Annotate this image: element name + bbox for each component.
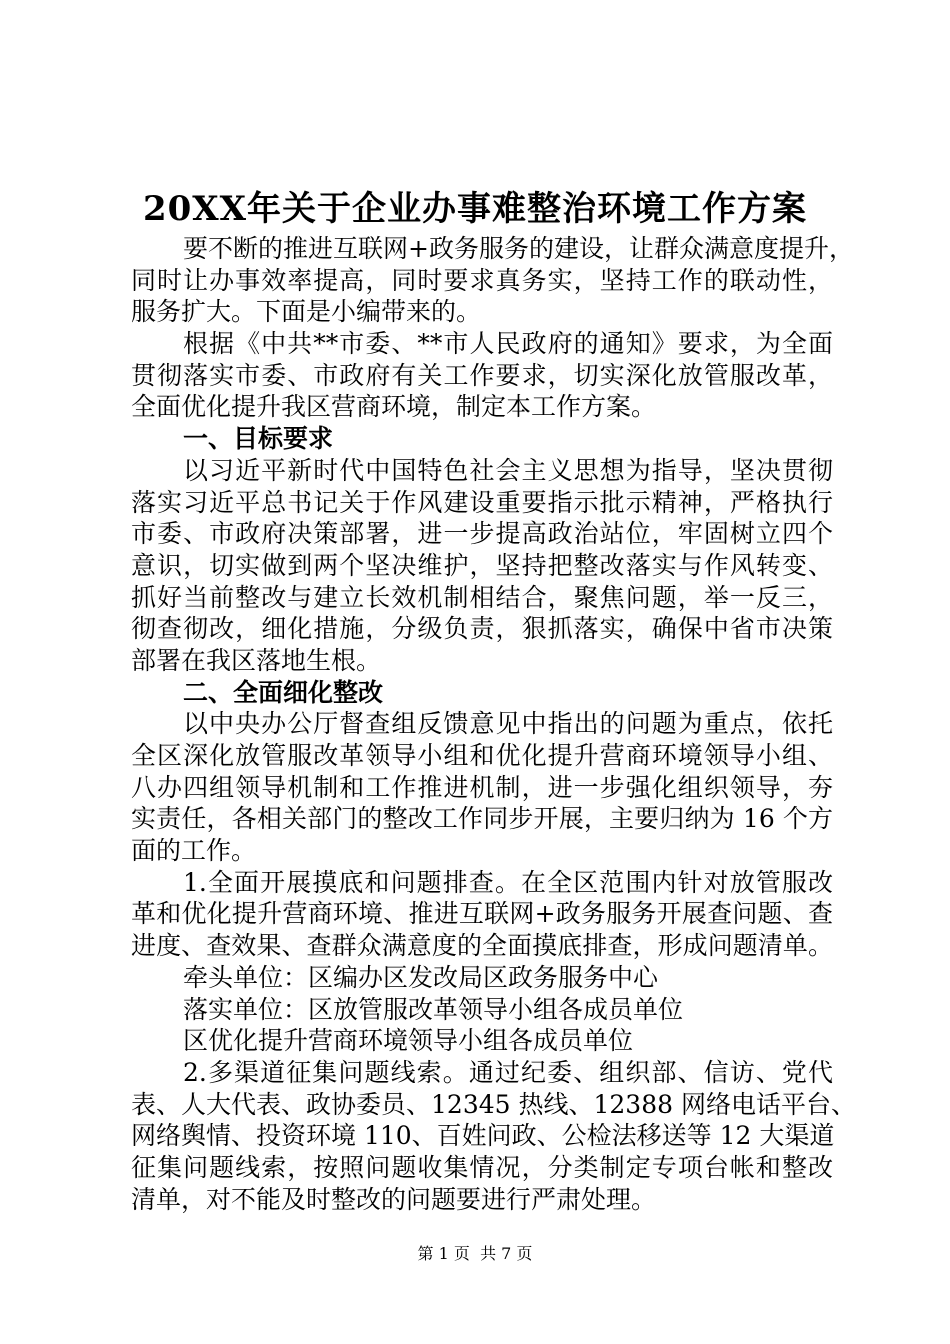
paragraph-line: 以习近平新时代中国特色社会主义思想为指导，坚决贯彻 <box>183 455 833 485</box>
document-title: 20XX年关于企业办事难整治环境工作方案 <box>142 189 808 229</box>
paragraph-line: 牵头单位：区编办区发改局区政务服务中心 <box>183 962 659 992</box>
paragraph-line: 彻查彻改，细化措施，分级负责，狠抓落实，确保中省市决策 <box>131 614 833 644</box>
paragraph-line: 清单，对不能及时整改的问题要进行严肃处理。 <box>131 1184 657 1214</box>
paragraph-line: 落实习近平总书记关于作风建设重要指示批示精神，严格执行 <box>131 487 833 517</box>
paragraph-line: 表、人大代表、政协委员、12345 热线、12388 网络电话平台、 <box>131 1089 856 1119</box>
paragraph-line: 服务扩大。下面是小编带来的。 <box>131 297 482 327</box>
paragraph-line: 革和优化提升营商环境、推进互联网+政务服务开展查问题、查 <box>131 899 833 929</box>
paragraph-line: 全区深化放管服改革领导小组和优化提升营商环境领导小组、 <box>131 741 833 770</box>
paragraph-line: 要不断的推进互联网+政务服务的建设，让群众满意度提升， <box>183 234 854 263</box>
paragraph-line: 同时让办事效率提高，同时要求真务实，坚持工作的联动性， <box>131 265 833 295</box>
paragraph-line: 市委、市政府决策部署，进一步提高政治站位，牢固树立四个 <box>131 519 833 549</box>
paragraph-line: 八办四组领导机制和工作推进机制，进一步强化组织领导，夯 <box>131 772 833 802</box>
section-heading: 一、目标要求 <box>183 424 334 454</box>
paragraph-line: 抓好当前整改与建立长效机制相结合，聚焦问题，举一反三， <box>131 582 833 612</box>
paragraph-line: 部署在我区落地生根。 <box>131 645 382 675</box>
paragraph-line: 2.多渠道征集问题线索。通过纪委、组织部、信访、党代 <box>183 1057 833 1087</box>
paragraph-line: 以中央办公厅督查组反馈意见中指出的问题为重点，依托 <box>183 709 833 739</box>
paragraph-line: 实责任，各相关部门的整改工作同步开展，主要归纳为 16 个方 <box>131 804 833 834</box>
paragraph-line: 面的工作。 <box>131 836 257 866</box>
paragraph-line: 进度、查效果、查群众满意度的全面摸底排查，形成问题清单。 <box>131 931 833 961</box>
page-footer: 第 1 页 共 7 页 <box>417 1244 533 1263</box>
paragraph-line: 贯彻落实市委、市政府有关工作要求，切实深化放管服改革， <box>131 360 833 390</box>
paragraph-line: 根据《中共**市委、**市人民政府的通知》要求，为全面 <box>183 329 833 359</box>
paragraph-line: 网络舆情、投资环境 110、百姓问政、公检法移送等 12 大渠道 <box>131 1121 835 1151</box>
paragraph-line: 1.全面开展摸底和问题排查。在全区范围内针对放管服改 <box>183 867 833 897</box>
document-body <box>131 233 856 1215</box>
paragraph-line: 落实单位：区放管服改革领导小组各成员单位 <box>183 994 684 1024</box>
paragraph-line: 意识，切实做到两个坚决维护，坚持把整改落实与作风转变、 <box>131 550 833 580</box>
paragraph-line: 全面优化提升我区营商环境，制定本工作方案。 <box>131 392 657 422</box>
paragraph-line: 征集问题线索，按照问题收集情况，分类制定专项台帐和整改 <box>131 1152 833 1182</box>
section-heading: 二、全面细化整改 <box>183 677 384 707</box>
paragraph-line: 区优化提升营商环境领导小组各成员单位 <box>183 1026 634 1056</box>
